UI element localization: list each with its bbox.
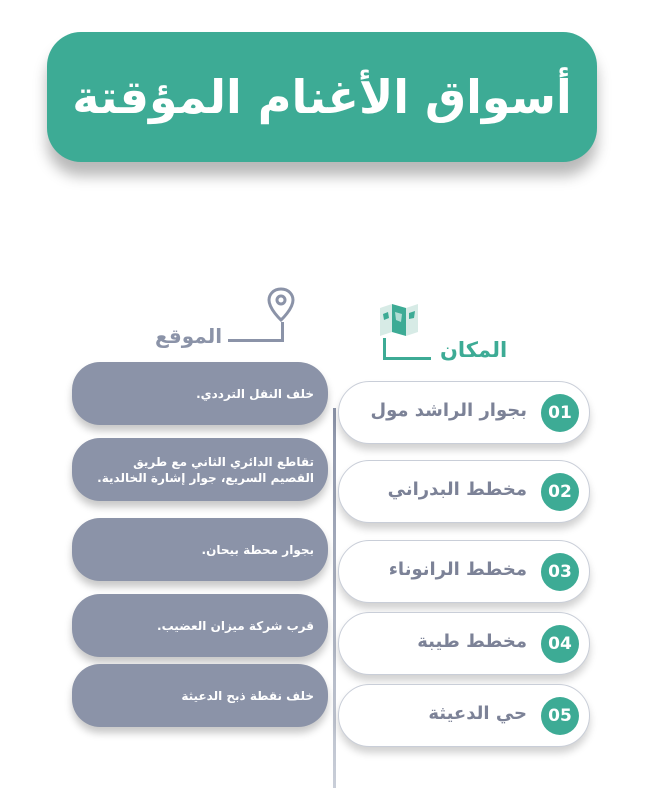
location-card xyxy=(72,362,328,425)
place-number-badge: 05 xyxy=(541,697,579,735)
place-number-badge: 03 xyxy=(541,553,579,591)
place-card xyxy=(338,612,590,675)
location-text: خلف النقل الترددي. xyxy=(196,386,314,401)
location-text: تقاطع الدائري الثاني مع طريق القصيم السريع، جوار إشارة الخالدية. xyxy=(97,454,314,485)
place-card xyxy=(338,381,590,444)
place-name: مخطط طيبة xyxy=(417,631,527,652)
location-header-tick xyxy=(281,322,284,342)
place-name: حي الدعيثة xyxy=(428,703,527,724)
location-card xyxy=(72,594,328,657)
place-header-underline xyxy=(383,357,431,360)
place-header-tick xyxy=(383,338,386,358)
divider-line xyxy=(333,408,336,788)
place-name: بجوار الراشد مول xyxy=(370,400,527,421)
location-text: بجوار محطة بيحان. xyxy=(201,542,314,557)
location-card xyxy=(72,438,328,501)
location-header-underline xyxy=(228,339,284,342)
title-banner xyxy=(47,32,597,162)
folded-map-icon xyxy=(378,302,420,338)
location-header: الموقع xyxy=(155,324,223,348)
place-card xyxy=(338,684,590,747)
location-text: قرب شركة ميزان العضيب. xyxy=(157,618,314,633)
place-number-badge: 04 xyxy=(541,625,579,663)
place-card xyxy=(338,540,590,603)
place-name: مخطط الرانوناء xyxy=(388,559,527,580)
place-header: المكان xyxy=(440,338,508,362)
place-name: مخطط البدراني xyxy=(387,479,527,500)
location-card xyxy=(72,518,328,581)
place-number-badge: 02 xyxy=(541,473,579,511)
page-title: أسواق الأغنام المؤقتة xyxy=(72,70,572,124)
location-pin-icon xyxy=(266,287,296,323)
location-text: خلف نقطة ذبح الدعيثة xyxy=(181,688,314,703)
place-number-badge: 01 xyxy=(541,394,579,432)
place-card xyxy=(338,460,590,523)
location-card xyxy=(72,664,328,727)
